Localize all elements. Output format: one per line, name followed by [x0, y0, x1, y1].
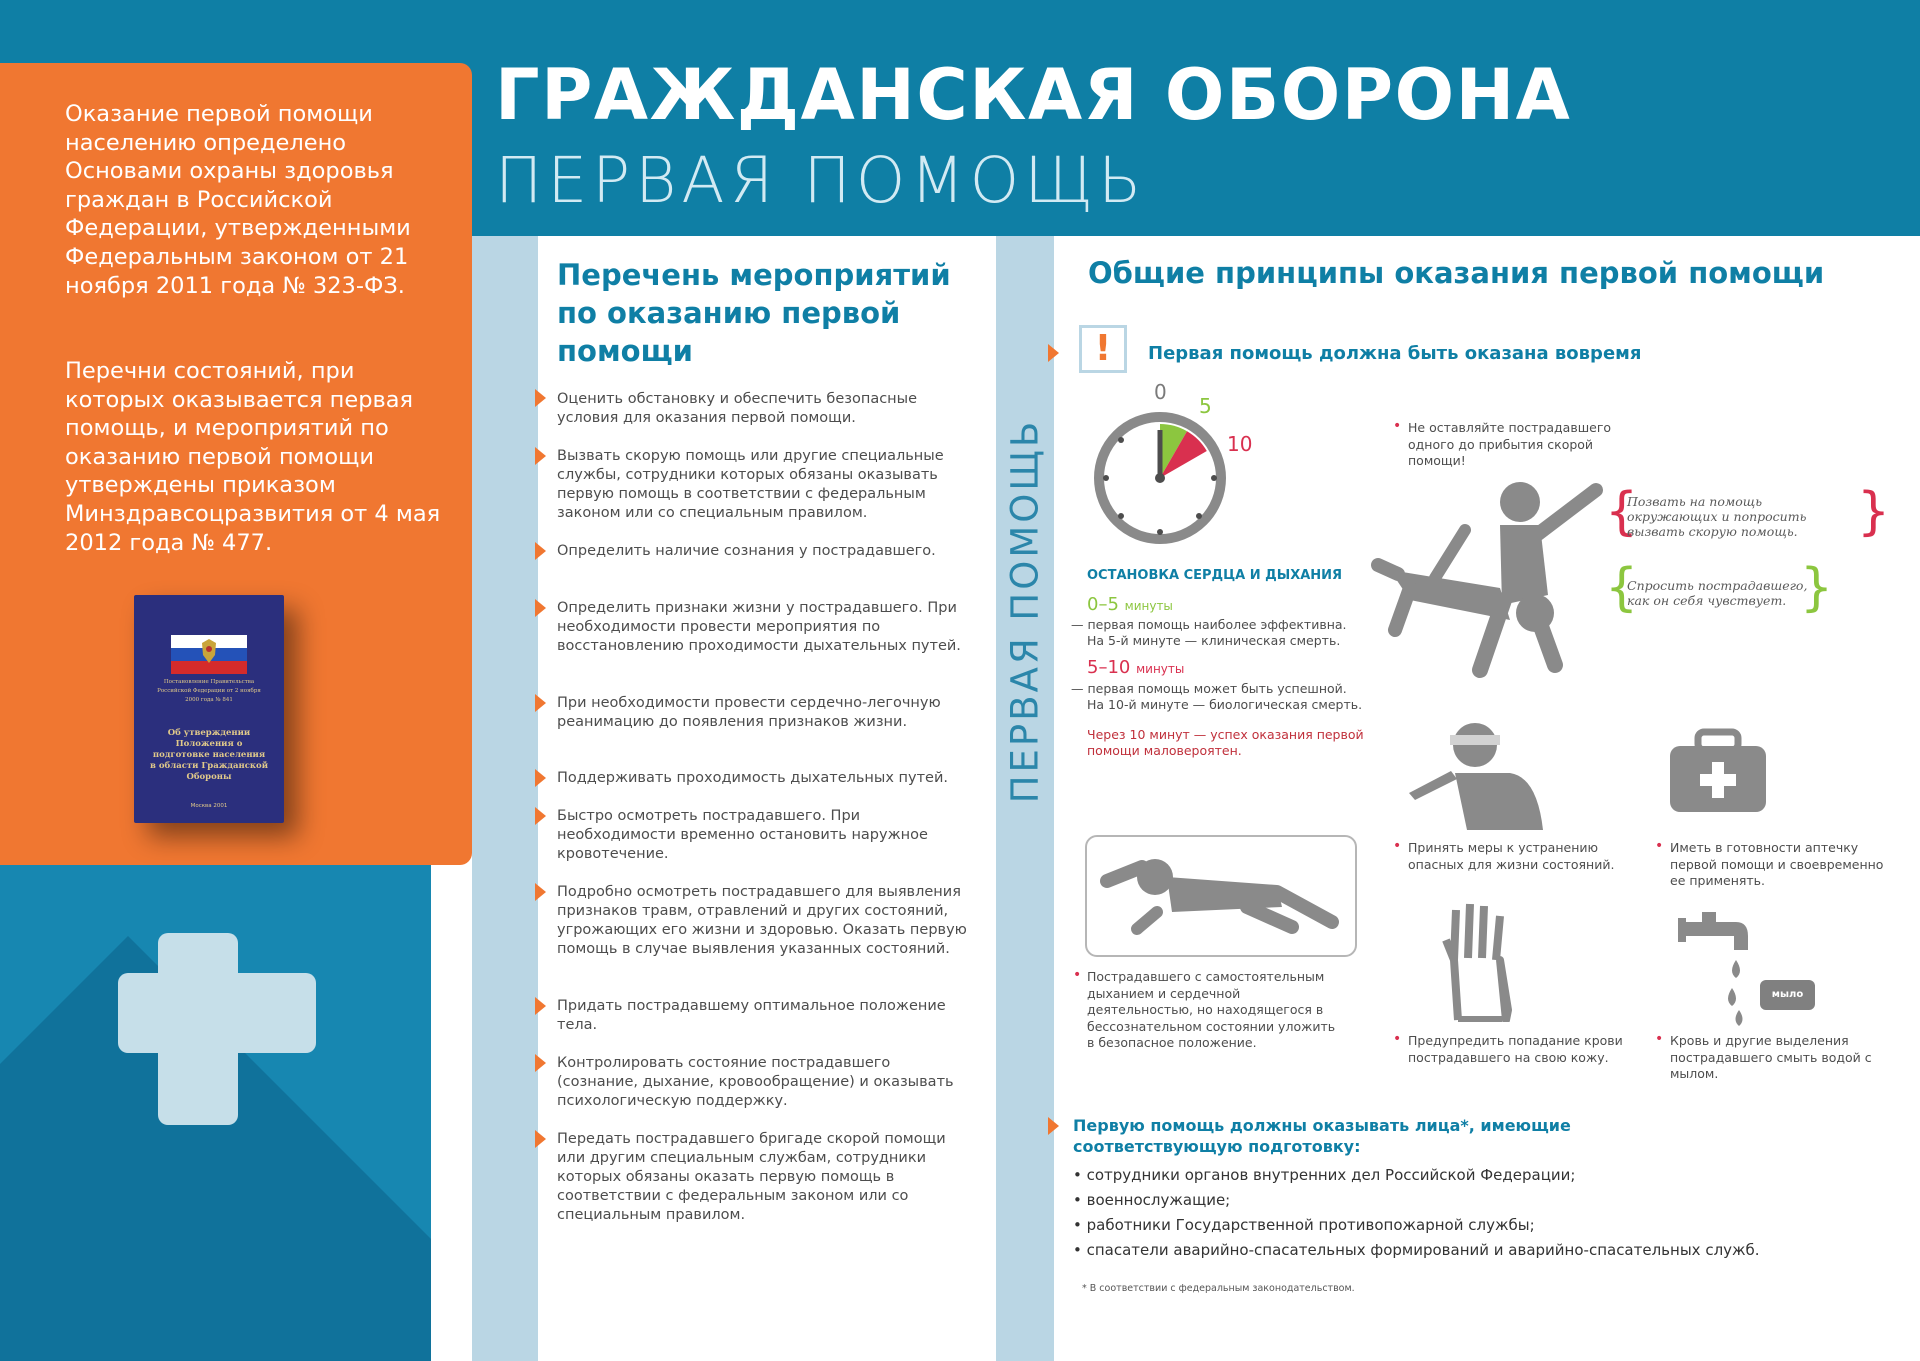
range-5-10-text-2: На 10-й минуте — биологическая смерть. — [1087, 697, 1363, 712]
recovery-position-frame — [1085, 835, 1357, 957]
bullet-arrow-icon — [535, 997, 546, 1015]
bullet-dot: • — [1073, 1191, 1087, 1209]
range-0-5-unit: минуты — [1124, 599, 1173, 613]
book-bottom-text: Москва 2001 — [190, 803, 228, 809]
measure-item: Контролировать состояние пострадавшего (сознание, дыхание, кровообращение) и оказывать психологическую поддержку. — [557, 1055, 954, 1109]
dont-leave-note: Не оставляйте пострадавшего одного до прибытия скорой помощи! — [1408, 420, 1612, 468]
bullet-dot: • — [1073, 1241, 1087, 1259]
glove-icon — [1440, 900, 1520, 1022]
bullet-arrow-icon — [535, 389, 546, 407]
alert-mark: ! — [1094, 328, 1112, 369]
measure-item: Передать пострадавшего бригаде скорой помощи или другим специальным службам, сотрудники которых обязаны оказать первую помощь в соответствии с федеральным законом или со специальным правилом. — [557, 1131, 946, 1223]
bullet-arrow-icon — [535, 542, 546, 560]
bullet-arrow-icon — [1048, 344, 1059, 362]
principles-heading: Общие принципы оказания первой помощи — [1088, 256, 1825, 290]
alert-icon — [1079, 325, 1127, 373]
trained-persons-item — [1073, 1191, 1230, 1209]
measure-item: Оценить обстановку и обеспечить безопасные условия для оказания первой помощи. — [557, 391, 918, 426]
principles-subheading: Первая помощь должна быть оказана вовремя — [1148, 343, 1642, 364]
range-5-10-unit: минуты — [1136, 662, 1185, 676]
vertical-label-box — [996, 236, 1054, 804]
bullet-arrow-icon — [535, 807, 546, 825]
measure-item: Поддерживать проходимость дыхательных путей. — [557, 770, 949, 786]
range-0-5-value: 0–5 — [1087, 594, 1119, 615]
bullet-dot: • — [1655, 838, 1664, 854]
bullet-dot: • — [1393, 1031, 1402, 1047]
clock-label-0: 0 — [1154, 380, 1167, 404]
trained-persons-item-text: спасатели аварийно-спасательных формирований и аварийно-спасательных служб. — [1086, 1241, 1760, 1259]
trained-persons-item-text: работники Государственной противопожарной службы; — [1086, 1216, 1535, 1234]
book-title: Об утверждении Положения о подготовке населения в области Гражданской Обороны — [150, 728, 268, 782]
tip-recovery-position: Пострадавшего с самостоятельным дыханием и сердечной деятельностью, но находящегося в бессознательном состоянии уложить в безопасное положение. — [1087, 969, 1336, 1050]
trained-persons-item-text: военнослужащие; — [1086, 1191, 1231, 1209]
ask-victim-text: Спросить пострадавшего, как он себя чувствует. — [1627, 578, 1808, 608]
bullet-dot: • — [1393, 418, 1402, 434]
bullet-arrow-icon — [535, 599, 546, 617]
bandaged-person-icon — [1395, 715, 1555, 830]
trained-persons-heading: Первую помощь должны оказывать лица*, имеющие соответствующую подготовку: — [1073, 1116, 1571, 1156]
bullet-dot: • — [1655, 1031, 1664, 1047]
measure-item: При необходимости провести сердечно-легочную реанимацию до появления признаков жизни. — [557, 695, 941, 730]
bullet-dot: • — [1073, 1166, 1087, 1184]
bullet-arrow-icon — [535, 883, 546, 901]
footnote: * В соответствии с федеральным законодательством. — [1082, 1283, 1355, 1294]
range-0-5-text: — первая помощь наиболее эффективна. — [1071, 617, 1347, 632]
bullet-arrow-icon — [1048, 1117, 1059, 1135]
coat-of-arms-icon — [198, 637, 220, 665]
trained-persons-item — [1073, 1216, 1535, 1234]
rescuer-with-victim-icon — [1370, 470, 1620, 685]
intro-paragraph-1: Оказание первой помощи населению определено Основами охраны здоровья граждан в Российской Федерации, утвержденными Федеральным законом от 21 ноября 2011 года № 323-ФЗ. — [65, 101, 411, 299]
soap-label: мыло — [1771, 989, 1804, 1000]
bullet-arrow-icon — [535, 447, 546, 465]
page-subtitle: ПЕРВАЯ ПОМОЩЬ — [495, 144, 1147, 217]
range-5-10-value: 5–10 — [1087, 657, 1131, 678]
measure-item: Быстро осмотреть пострадавшего. При необходимости временно остановить наружное кровотечение. — [557, 808, 928, 862]
tip-wash: Кровь и другие выделения пострадавшего смыть водой с мылом. — [1670, 1033, 1872, 1081]
brace-right: } — [1800, 558, 1834, 618]
late-warning: Через 10 минут — успех оказания первой помощи маловероятен. — [1087, 727, 1364, 758]
tip-first-aid-kit: Иметь в готовности аптечку первой помощи и своевременно ее применять. — [1670, 840, 1884, 888]
divider-strip-left — [472, 236, 538, 1361]
intro-paragraph-2: Перечни состояний, при которых оказывается первая помощь, и мероприятий по оказанию первой помощи утверждены приказом Минздравсоцразвития от 4 мая 2012 года № 477. — [65, 358, 441, 556]
range-0-5-text-2: На 5-й минуте — клиническая смерть. — [1087, 633, 1341, 648]
soap-icon — [1760, 980, 1815, 1010]
bullet-dot: • — [1393, 838, 1402, 854]
tip-gloves: Предупредить попадание крови пострадавшего на свою кожу. — [1408, 1033, 1623, 1065]
civil-defense-book — [134, 595, 284, 823]
trained-persons-item-text: сотрудники органов внутренних дел Российской Федерации; — [1086, 1166, 1576, 1184]
bullet-arrow-icon — [535, 769, 546, 787]
first-aid-kit-icon — [1668, 728, 1768, 814]
faucet-icon — [1676, 910, 1756, 1030]
brace-left: { — [1605, 558, 1639, 618]
measure-item: Вызвать скорую помощь или другие специальные службы, сотрудники которых обязаны оказывать первую помощь в соответствии с федеральным законом или со специальным правилом. — [557, 448, 944, 521]
bullet-arrow-icon — [535, 1054, 546, 1072]
page-title: ГРАЖДАНСКАЯ ОБОРОНА — [495, 54, 1572, 136]
bullet-arrow-icon — [535, 694, 546, 712]
plus-icon-bar — [118, 973, 316, 1053]
measure-item: Подробно осмотреть пострадавшего для выявления признаков травм, отравлений и других состояний, угрожающих его жизни и здоровью. Оказать первую помощь в случае выявления указанных состояний. — [557, 884, 967, 957]
cardiac-arrest-heading: ОСТАНОВКА СЕРДЦА И ДЫХАНИЯ — [1087, 568, 1343, 583]
measures-heading: Перечень мероприятий по оказанию первой помощи — [557, 258, 951, 368]
call-help-text: Позвать на помощь окружающих и попросить вызвать скорую помощь. — [1627, 494, 1807, 539]
measure-item: Придать пострадавшему оптимальное положение тела. — [557, 998, 946, 1033]
range-5-10 — [1087, 657, 1184, 678]
tip-measures: Принять меры к устранению опасных для жизни состояний. — [1408, 840, 1615, 872]
trained-persons-item — [1073, 1166, 1575, 1184]
brace-left: { — [1605, 482, 1639, 542]
trained-persons-item — [1073, 1241, 1760, 1259]
vertical-label: ПЕРВАЯ ПОМОЩЬ — [1003, 418, 1047, 804]
bullet-arrow-icon — [535, 1130, 546, 1148]
clock-label-10: 10 — [1227, 432, 1253, 456]
range-5-10-text: — первая помощь может быть успешной. — [1071, 681, 1347, 696]
clock-icon — [1085, 380, 1235, 565]
measure-item: Определить наличие сознания у пострадавшего. — [557, 543, 936, 559]
bullet-dot: • — [1073, 967, 1082, 983]
range-0-5 — [1087, 594, 1173, 615]
book-top-text: Постановление Правительства Российской Федерации от 2 ноября 2000 года № 841 — [157, 679, 261, 703]
measure-item: Определить признаки жизни у пострадавшего. При необходимости провести мероприятия по восстановлению проходимости дыхательных путей. — [557, 600, 961, 654]
bullet-dot: • — [1073, 1216, 1087, 1234]
brace-right: } — [1857, 482, 1891, 542]
clock-label-5: 5 — [1199, 394, 1212, 418]
